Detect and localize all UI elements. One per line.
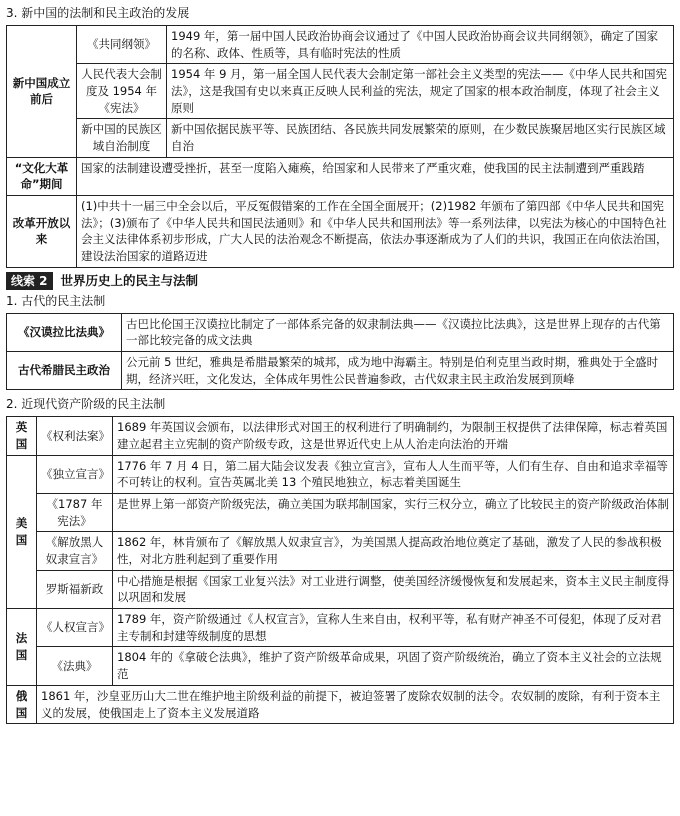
country-label: 美国 [7, 455, 37, 608]
item-description: 1689 年英国议会颁布，以法律形式对国王的权利进行了明确制约，为限制王权提供了法律保障，标志着英国建立起君主立宪制的资产阶级专政，这是世界近代史上从人治走向法治的开端 [113, 417, 674, 455]
item-name: 《权利法案》 [37, 417, 113, 455]
item-description: 1789 年，资产阶级通过《人权宣言》，宣称人生来自由，权利平等，私有财产神圣不可侵犯，体现了反对君主专制和封建等级制度的思想 [113, 609, 674, 647]
item-description: 1804 年的《拿破仑法典》，维护了资产阶级革命成果，巩固了资产阶级统治，确立了资本主义社会的立法规范 [113, 647, 674, 685]
item-description: 1862 年，林肯颁布了《解放黑人奴隶宣言》，为美国黑人提高政治地位奠定了基础，激发了人民的参战积极性，对北方胜利起到了重要作用 [113, 532, 674, 570]
china-law-table [6, 25, 674, 268]
item-description: 公元前 5 世纪，雅典是希腊最繁荣的城邦，成为地中海霸主。特别是伯利克里当政时期，雅典处于全盛时期，经济兴旺，文化发达，全体成年男性公民普遍参政，古代奴隶主民主政治发展到顶峰 [122, 352, 674, 390]
item-name: 《独立宣言》 [37, 455, 113, 493]
table-row [7, 196, 674, 268]
period-label: “文化大革命”期间 [7, 157, 77, 195]
section-heading-modern: 2. 近现代资产阶级的民主法制 [6, 397, 166, 412]
item-description: 中心措施是根据《国家工业复兴法》对工业进行调整，使美国经济缓慢恢复和发展起来，资本主义民主制度得以巩固和发展 [113, 570, 674, 608]
period-label: 新中国成立前后 [7, 26, 77, 158]
item-name: 《人权宣言》 [37, 609, 113, 647]
item-description: 古巴比伦国王汉谟拉比制定了一部体系完备的奴隶制法典——《汉谟拉比法典》，这是世界上现存的古代第一部比较完备的成文法典 [122, 313, 674, 351]
table-row [7, 313, 674, 351]
table-row [7, 609, 674, 647]
country-label: 俄国 [7, 685, 37, 723]
item-description: 1861 年，沙皇亚历山大二世在维护地主阶级利益的前提下，被迫签署了废除农奴制的法令。农奴制的废除，有利于资本主义的发展，使俄国走上了资本主义发展道路 [37, 685, 674, 723]
item-name: 新中国的民族区域自治制度 [77, 119, 167, 157]
item-description: 1949 年，第一届中国人民政治协商会议通过了《中国人民政治协商会议共同纲领》，确定了国家的名称、政体、性质等，具有临时宪法的性质 [167, 26, 674, 64]
table-row [7, 647, 674, 685]
table-row [7, 119, 674, 157]
table-row [7, 685, 674, 723]
clue-tag: 线索 2 [6, 272, 53, 290]
clue-header [6, 272, 674, 290]
item-name: 《共同纲领》 [77, 26, 167, 64]
country-label: 英国 [7, 417, 37, 455]
item-name: 《解放黑人奴隶宣言》 [37, 532, 113, 570]
table-row [7, 417, 674, 455]
item-description: 新中国依据民族平等、民族团结、各民族共同发展繁荣的原则，在少数民族聚居地区实行民族区域自治 [167, 119, 674, 157]
item-name: 人民代表大会制度及 1954 年《宪法》 [77, 64, 167, 119]
item-name: 古代希腊民主政治 [7, 352, 122, 390]
item-name: 《法典》 [37, 647, 113, 685]
period-description: 国家的法制建设遭受挫折，甚至一度陷入瘫痪，给国家和人民带来了严重灾难，使我国的民主法制遭到严重践踏 [77, 157, 674, 195]
item-description: 1776 年 7 月 4 日，第二届大陆会议发表《独立宣言》，宣布人人生而平等，人们有生存、自由和追求幸福等不可转让的权利。宣告英属北美 13 个殖民地独立，标志着美国诞生 [113, 455, 674, 493]
table-row [7, 455, 674, 493]
table-row [7, 26, 674, 64]
period-description: (1)中共十一届三中全会以后，平反冤假错案的工作在全国全面展开；(2)1982 年颁布了第四部《中华人民共和国宪法》；(3)颁布了《中华人民共和国民法通则》和《中华人民共和国刑法》等一系列法律，以宪法为核心的中国特色社会主义法律体系初步形成，广大人民的法治观念不断提高，依法办事逐渐成为了人们的共识，我国正在向依法治国，建设法治国家的道路迈进 [77, 196, 674, 268]
clue-title: 世界历史上的民主与法制 [60, 272, 199, 288]
table-row [7, 157, 674, 195]
table-row [7, 494, 674, 532]
item-name: 《1787 年宪法》 [37, 494, 113, 532]
country-label: 法国 [7, 609, 37, 686]
item-name: 罗斯福新政 [37, 570, 113, 608]
item-name: 《汉谟拉比法典》 [7, 313, 122, 351]
period-label: 改革开放以来 [7, 196, 77, 268]
section-heading-ancient: 1. 古代的民主法制 [6, 293, 106, 308]
table-row [7, 64, 674, 119]
item-description: 是世界上第一部资产阶级宪法，确立美国为联邦制国家，实行三权分立，确立了比较民主的资产阶级政治体制 [113, 494, 674, 532]
section-heading-china-law: 3. 新中国的法制和民主政治的发展 [6, 6, 190, 20]
item-description: 1954 年 9 月，第一届全国人民代表大会制定第一部社会主义类型的宪法——《中华人民共和国宪法》，这是我国有史以来真正反映人民利益的宪法，规定了国家的根本政治制度，体现了社会主义原则 [167, 64, 674, 119]
ancient-law-table [6, 313, 674, 391]
table-row [7, 352, 674, 390]
modern-law-table [6, 416, 674, 724]
table-row [7, 532, 674, 570]
table-row [7, 570, 674, 608]
